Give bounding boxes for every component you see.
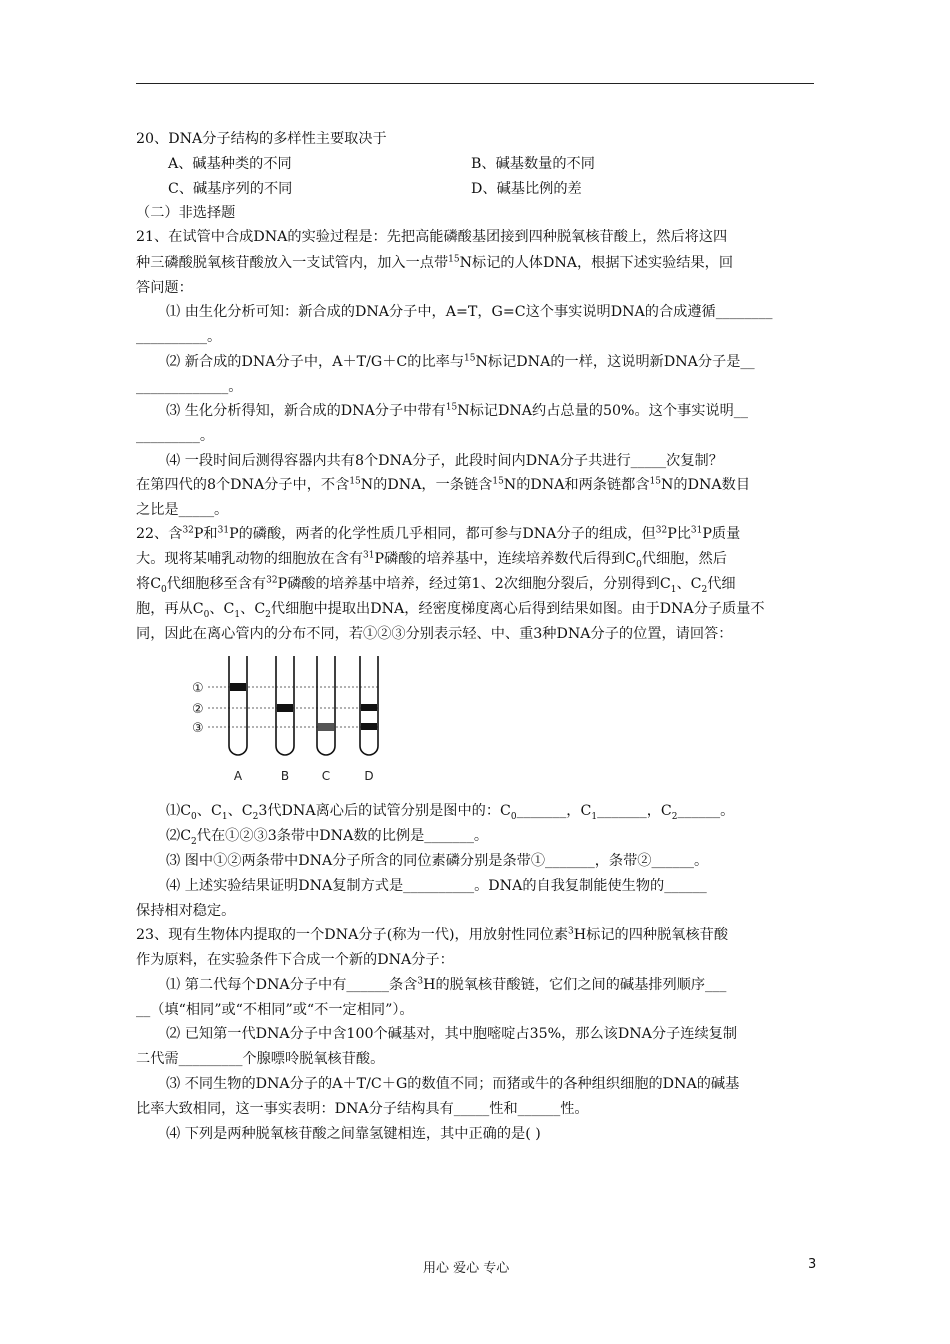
q21-part4-line3: 之比是_____。	[136, 502, 229, 518]
q21-part4: ⑷ 一段时间后测得容器内共有8个DNA分子，此段时间内DNA分子共进行_____次复制？	[166, 453, 723, 469]
q22-line5: 同，因此在离心管内的分布不同，若①②③分别表示轻、中、重3种DNA分子的位置，请回答：	[136, 626, 733, 642]
q21-line3: 答问题：	[136, 280, 193, 296]
band-a-light	[230, 683, 246, 691]
q23-line1: 23、现有生物体内提取的一个DNA分子(称为一代)，用放射性同位素$^3$H标记的四种脱氧核苷酸	[136, 926, 729, 943]
tube-a	[229, 656, 247, 755]
band-d-middle	[361, 723, 377, 730]
q20-stem: 20、DNA分子结构的多样性主要取决于	[136, 131, 387, 147]
tubes	[229, 656, 378, 755]
tube-label-b: B	[280, 769, 290, 783]
q23-part2-cont: 二代需_________个腺嘌呤脱氧核苷酸。	[136, 1051, 385, 1067]
q21-part2-cont: _____________。	[136, 379, 243, 395]
band-c-heavy	[318, 723, 334, 731]
q21-part1: ⑴ 由生化分析可知：新合成的DNA分子中，A=T，G=C这个事实说明DNA的合成遵循________	[166, 304, 773, 320]
tube-c	[317, 656, 335, 755]
q21-part3-cont: _________。	[136, 428, 215, 444]
label-light: ①	[192, 681, 204, 696]
q20-option-d: D、碱基比例的差	[471, 181, 582, 197]
q20-option-a: A、碱基种类的不同	[168, 156, 292, 172]
tube-labels	[234, 769, 374, 783]
q22-part3: ⑶ 图中①②两条带中DNA分子所含的同位素磷分别是条带①_______，条带②______。	[166, 853, 709, 869]
q23-part2: ⑵ 已知第一代DNA分子中含100个碱基对，其中胞嘧啶占35%，那么该DNA分子连续复制	[166, 1026, 738, 1042]
band-labels	[192, 681, 204, 736]
q23-part4: ⑷ 下列是两种脱氧核苷酸之间靠氢键相连，其中正确的是( )	[166, 1126, 541, 1142]
label-heavy: ③	[192, 721, 204, 736]
q22-part2: $⑵C_2$代在①②③3条带中DNA数的比例是_______。	[166, 828, 489, 847]
centrifuge-tubes-figure	[190, 650, 400, 788]
q21-line1: 21、在试管中合成DNA的实验过程是：先把高能磷酸基团接到四种脱氧核苷酸上，然后将这四	[136, 229, 728, 245]
q23-part1-cont: __（填“相同”或“不相同”或“不一定相同”）。	[136, 1002, 414, 1018]
band-b-middle	[277, 704, 293, 712]
band-d-light	[361, 704, 377, 711]
q21-part1-cont: __________。	[136, 329, 222, 345]
q23-part3: ⑶ 不同生物的DNA分子的A＋T/C＋G的数值不同；而猪或牛的各种组织细胞的DNA的碱基	[166, 1076, 740, 1092]
q21-part4-line2: 在第四代的8个DNA分子中，不含$^{15}$N的DNA，一条链含$^{15}$N的DNA和两条链都含$^{15}$N的DNA数目	[136, 476, 751, 493]
q20-option-c: C、碱基序列的不同	[168, 181, 293, 197]
q21-part2: ⑵ 新合成的DNA分子中，A＋T/G＋C的比率与$^{15}$N标记DNA的一样，这说明新DNA分子是__	[166, 353, 755, 370]
section-heading: （二）非选择题	[136, 205, 236, 221]
tube-label-a: A	[233, 769, 243, 783]
tube-label-d: D	[364, 769, 374, 783]
q22-line4: 胞，再从$C_0$、$C_1$、$C_2$代细胞中提取出DNA，经密度梯度离心后得到结果如图。由于DNA分子质量不	[136, 601, 765, 620]
q20-option-b: B、碱基数量的不同	[471, 156, 595, 172]
page-number: 3	[808, 1257, 817, 1272]
header-rule	[136, 83, 814, 84]
label-middle: ②	[192, 702, 204, 717]
q23-line2: 作为原料，在实验条件下合成一个新的DNA分子：	[136, 952, 454, 968]
tube-label-c: C	[321, 769, 331, 783]
q23-part3-cont: 比率大致相同，这一事实表明：DNA分子结构具有_____性和______性。	[136, 1101, 589, 1117]
q21-part3: ⑶ 生化分析得知，新合成的DNA分子中带有$^{15}$N标记DNA约占总量的50%。这个事实说明__	[166, 402, 748, 419]
footer-motto: 用心 爱心 专心	[423, 1261, 510, 1276]
q21-line2: 种三磷酸脱氧核苷酸放入一支试管内，加入一点带$^{15}$N标记的人体DNA，根据下述实验结果，回	[136, 254, 734, 271]
q23-part1: ⑴ 第二代每个DNA分子中有______条含$^3$H的脱氧核苷酸链，它们之间的碱基排列顺序___	[166, 976, 727, 993]
q22-line2: 大。现将某哺乳动物的细胞放在含有$^{31}$P磷酸的培养基中，连续培养数代后得到$C_0$代细胞，然后	[136, 550, 727, 570]
q22-line3: 将$C_0$代细胞移至含有$^{32}$P磷酸的培养基中培养，经过第1、2次细胞分裂后，分别得到$C_1$、$C_2$代细	[136, 575, 736, 595]
dna-bands	[230, 683, 377, 731]
q22-part4: ⑷ 上述实验结果证明DNA复制方式是__________。DNA的自我复制能使生物的______	[166, 878, 707, 894]
q22-part4-cont: 保持相对稳定。	[136, 903, 236, 919]
q22-line1: 22、含$^{32}$P和$^{31}$P的磷酸，两者的化学性质几乎相同，都可参与DNA分子的组成，但$^{32}$P比$^{31}$P质量	[136, 525, 741, 542]
q22-part1: $⑴C_0$、$C_1$、$C_23$代DNA离心后的试管分别是图中的：$C_0\_\_\_\_\_\_\_$，$C_1\_\_\_\_\_\_\_$，$C_2\_\_\_\_\_\_$。	[166, 803, 735, 822]
